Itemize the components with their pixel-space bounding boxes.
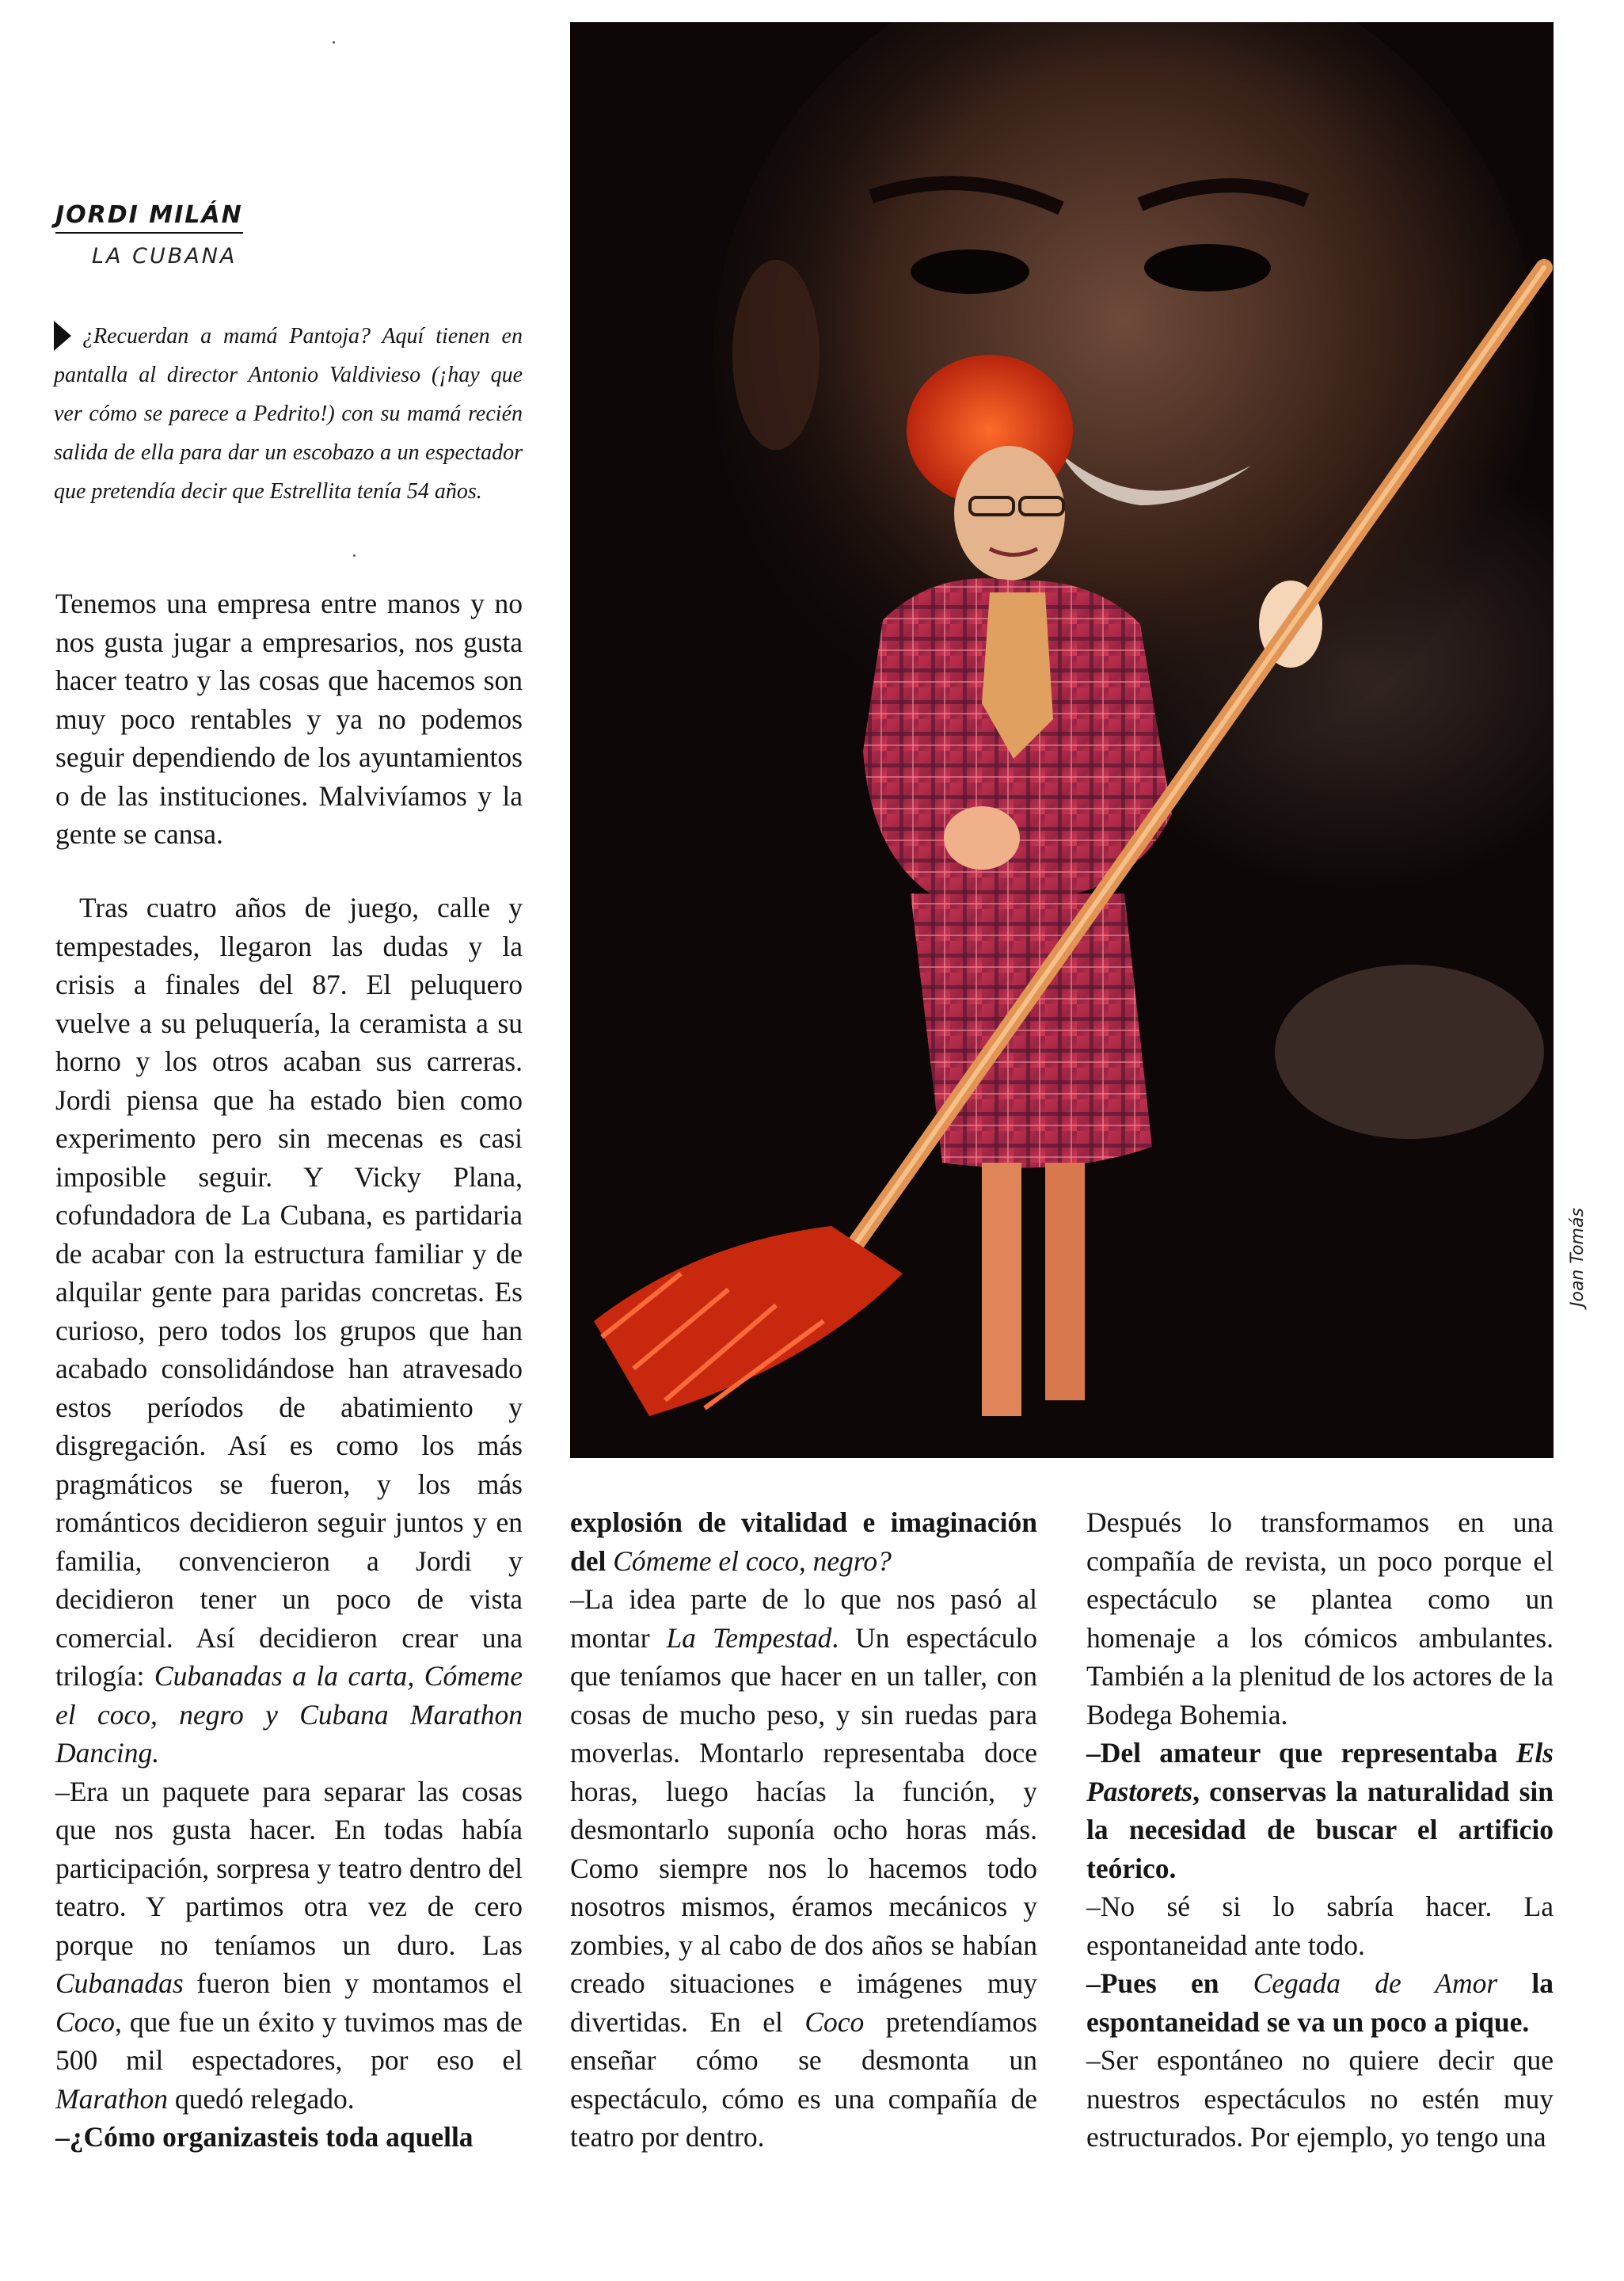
photo-caption <box>54 317 523 511</box>
show-title: Marathon <box>55 2082 168 2115</box>
answer-paragraph: Después lo transformamos en una compañía de revista, un poco porque el espectáculo se plantea como un homenaje a los cómicos ambulantes. También a la plenitud de los actores de la Bodega Bohemia. <box>1086 1506 1554 1731</box>
question-text: la espontaneidad se va un poco a pique. <box>1086 1967 1554 2038</box>
answer-paragraph: –No sé si lo sabría hacer. La espontaneidad ante todo. <box>1086 1891 1554 1961</box>
answer-text: , que fue un éxito y tuvimos mas de 500 mil espectadores, por eso el <box>55 2005 523 2076</box>
column-3 <box>1086 1503 1554 2157</box>
question-text: –Del amateur que representaba <box>1086 1737 1516 1769</box>
show-title: Coco <box>55 2005 115 2038</box>
author-name: JORDI MILÁN <box>55 201 243 234</box>
question-paragraph <box>1086 1734 1554 1887</box>
trilogy-titles: Cubanadas a la carta, Cómeme el coco, negro y Cubana Marathon Dancing. <box>55 1660 523 1769</box>
show-title: Cubanadas <box>55 1967 184 1999</box>
question-paragraph: –¿Cómo organizasteis toda aquella <box>55 2121 474 2153</box>
caption-text: ¿Recuerdan a mamá Pantoja? Aquí tienen en pantalla al director Antonio Valdivieso (¡hay que ver cómo se parece a Pedrito!) con su mamá recién salida de ella para dar un escobazo a un espectador que pretendía decir que Estrellita tenía 54 años. <box>54 324 523 504</box>
paragraph-text: Tras cuatro años de juego, calle y tempestades, llegaron las dudas y la crisis a finales del 87. El peluquero vuelve a su peluquería, la ceramista a su horno y los otros acaban sus carreras. Jordi piensa que ha estado bien como experimento pero sin mecenas es casi imposible seguir. Y Vicky Plana, cofundadora de La Cubana, es partidaria de acabar con la estructura familiar y de alquilar gente para paridas concretas. Es curioso, pero todos los grupos que han acabado consolidándose han atravesado estos períodos de abatimiento y disgregación. Así es como los más pragmáticos se fueron, y los más románticos decidieron seguir juntos y en familia, convencieron a Jordi y decidieron tener un poco de vista comercial. Así decidieron crear una trilogía: <box>55 892 523 1692</box>
column-1-intro <box>55 585 523 854</box>
answer-text: –La idea parte de lo que nos pasó al montar <box>570 1583 1037 1654</box>
photo-credit: Joan Tomás <box>1568 1208 1588 1307</box>
question-paragraph <box>570 1503 1037 1580</box>
print-speck <box>353 554 356 557</box>
answer-text: . Un espectáculo que teníamos que hacer en un taller, con cosas de mucho peso, y sin ruedas para moverlas. Montarlo representaba doce horas, luego hacías la función, y desmontarlo suponía ocho horas más. Como siempre nos lo hacemos todo nosotros mismos, éramos mecánicos y zombies, y al cabo de dos años se habían creado situaciones e imágenes muy divertidas. En el <box>570 1621 1037 2038</box>
answer-text: pretendíamos enseñar cómo se desmonta un espectáculo, cómo es una compañía de teatro por dentro. <box>570 2005 1037 2153</box>
question-text: explosión de vitalidad e imaginación del <box>570 1506 1037 1577</box>
answer-text: –Era un paquete para separar las cosas que nos gusta hacer. En todas había participación, sorpresa y teatro dentro del teatro. Y partimos otra vez de cero porque no teníamos un duro. Las <box>55 1775 523 1961</box>
answer-text: fueron bien y montamos el <box>183 1967 523 1999</box>
show-title: Cegada de Amor <box>1253 1967 1498 1999</box>
question-text: –Pues en <box>1086 1967 1253 1999</box>
question-paragraph <box>1086 1964 1554 2041</box>
stage-photo <box>570 22 1554 1458</box>
triangle-bullet-icon <box>54 321 71 351</box>
show-title: La Tempestad <box>666 1621 832 1654</box>
answer-paragraph <box>55 1773 523 2119</box>
print-speck <box>333 41 335 44</box>
answer-paragraph: –Ser espontáneo no quiere decir que nuestros espectáculos no estén muy estructurados. Por ejemplo, yo tengo una <box>1086 2044 1554 2153</box>
answer-paragraph <box>570 1580 1037 2157</box>
show-title: Cómeme el coco, negro? <box>613 1544 892 1577</box>
question-text: , conservas la naturalidad sin la necesidad de buscar el artificio teórico. <box>1086 1775 1554 1884</box>
paragraph <box>55 889 523 1773</box>
column-1-body <box>55 889 523 2157</box>
show-title: Coco <box>804 2005 865 2038</box>
company-name: LA CUBANA <box>92 244 238 268</box>
answer-text: quedó relegado. <box>168 2082 355 2115</box>
column-2 <box>570 1503 1037 2157</box>
paragraph: Tenemos una empresa entre manos y no nos gusta jugar a empresarios, nos gusta hacer teatro y las cosas que hacemos son muy poco rentables y ya no podemos seguir dependiendo de los ayuntamientos o de las instituciones. Malvivíamos y la gente se cansa. <box>55 588 523 850</box>
show-title: Els Pastorets <box>1086 1737 1554 1807</box>
photo-illustration <box>570 22 1554 1458</box>
